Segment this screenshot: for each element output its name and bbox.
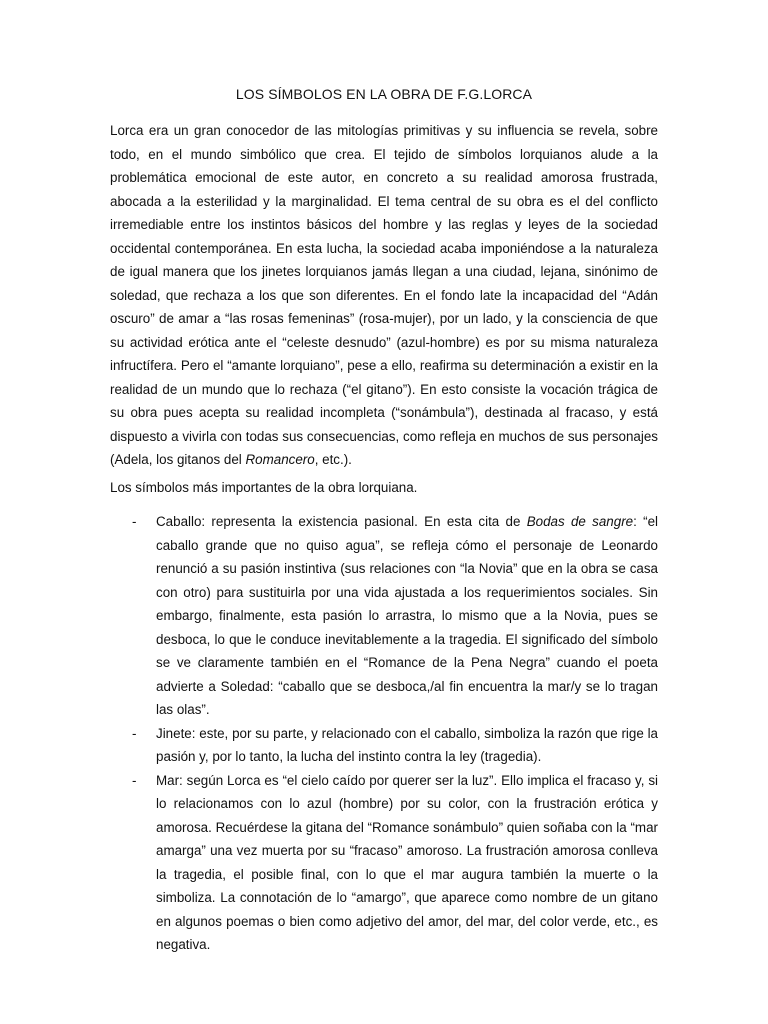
item-text-end: : “el caballo grande que no quiso agua”, se refleja cómo el personaje de Leonardo renunció a su pasión instintiva (sus relaciones con “la Novia” que en la obra se casa con otro) para sustituirla por una vida ajustada a los requerimientos sociales. Sin embargo, finalmente, esta pasión lo arrastra, lo mismo que a la Novia, pues se desboca, lo que le conduce inevitablemente a la tragedia. El significado del símbolo se ve claramente también en el “Romance de la Pena Negra” cuando el poeta advierte a Soledad: “caballo que se desboca,/al fin encuentra la mar/y se lo tragan las olas”. bbox=[156, 514, 658, 717]
bullet-dash: - bbox=[132, 725, 137, 741]
item-text: Caballo: representa la existencia pasional. En esta cita de bbox=[156, 514, 527, 529]
intro-text: Lorca era un gran conocedor de las mitologías primitivas y su influencia se revela, sobre todo, en el mundo simbólico que crea. El tejido de símbolos lorquianos alude a la problemática emocional de este autor, en concreto a su realidad amorosa frustrada, abocada a la esterilidad y la marginalidad. El tema central de su obra es el del conflicto irremediable entre los instintos básicos del hombre y las reglas y leyes de la sociedad occidental contemporánea. En esta lucha, la sociedad acaba imponiéndose a la naturaleza de igual manera que los jinetes lorquianos jamás llegan a una ciudad, lejana, sinónimo de soledad, que rechaza a los que son diferentes. En el fondo late la incapacidad del “Adán oscuro” de amar a “las rosas femeninas” (rosa-mujer), por un lado, y la consciencia de que su actividad erótica ante el “celeste desnudo” (azul-hombre) es por su misma naturaleza infructífera. Pero el “amante lorquiano”, pese a ello, reafirma su determinación a existir en la realidad de un mundo que lo rechaza (“el gitano”). En esto consiste la vocación trágica de su obra pues acepta su realidad incompleta (“sonámbula”), destinada al fracaso, y está dispuesto a vivirla con todas sus consecuencias, como refleja en muchos de sus personajes (Adela, los gitanos del bbox=[110, 123, 658, 467]
intro-text-end: , etc.). bbox=[314, 452, 352, 467]
list-item-mar bbox=[110, 769, 658, 957]
item-text: Jinete: este, por su parte, y relacionado con el caballo, simboliza la razón que rige la pasión y, por lo tanto, la lucha del instinto contra la ley (tragedia). bbox=[156, 725, 658, 764]
bullet-dash: - bbox=[132, 772, 137, 788]
intro-italic-title: Romancero bbox=[245, 452, 315, 467]
item-text: Mar: según Lorca es “el cielo caído por querer ser la luz”. Ello implica el fracaso y, si lo relacionamos con lo azul (hombre) por su color, con la frustración erótica y amorosa. Recuérdese la gitana del “Romance sonámbulo” quien soñaba con la “mar amarga” una vez muerta por su “fracaso” amoroso. La frustración amorosa conlleva la tragedia, el posible final, con lo que el mar augura también la muerte o la simboliza. La connotación de lo “amargo”, que aparece como nombre de un gitano en algunos poemas o bien como adjetivo del amor, del mar, del color verde, etc., es negativa. bbox=[156, 772, 658, 952]
intro-paragraph bbox=[110, 119, 658, 472]
symbols-list bbox=[110, 510, 658, 957]
list-intro: Los símbolos más importantes de la obra lorquiana. bbox=[110, 480, 418, 495]
bullet-dash: - bbox=[132, 514, 137, 529]
list-item-jinete bbox=[110, 722, 658, 769]
item-italic-title: Bodas de sangre bbox=[526, 514, 634, 529]
document-title: LOS SÍMBOLOS EN LA OBRA DE F.G.LORCA bbox=[235, 86, 533, 102]
list-item-caballo bbox=[110, 510, 658, 722]
